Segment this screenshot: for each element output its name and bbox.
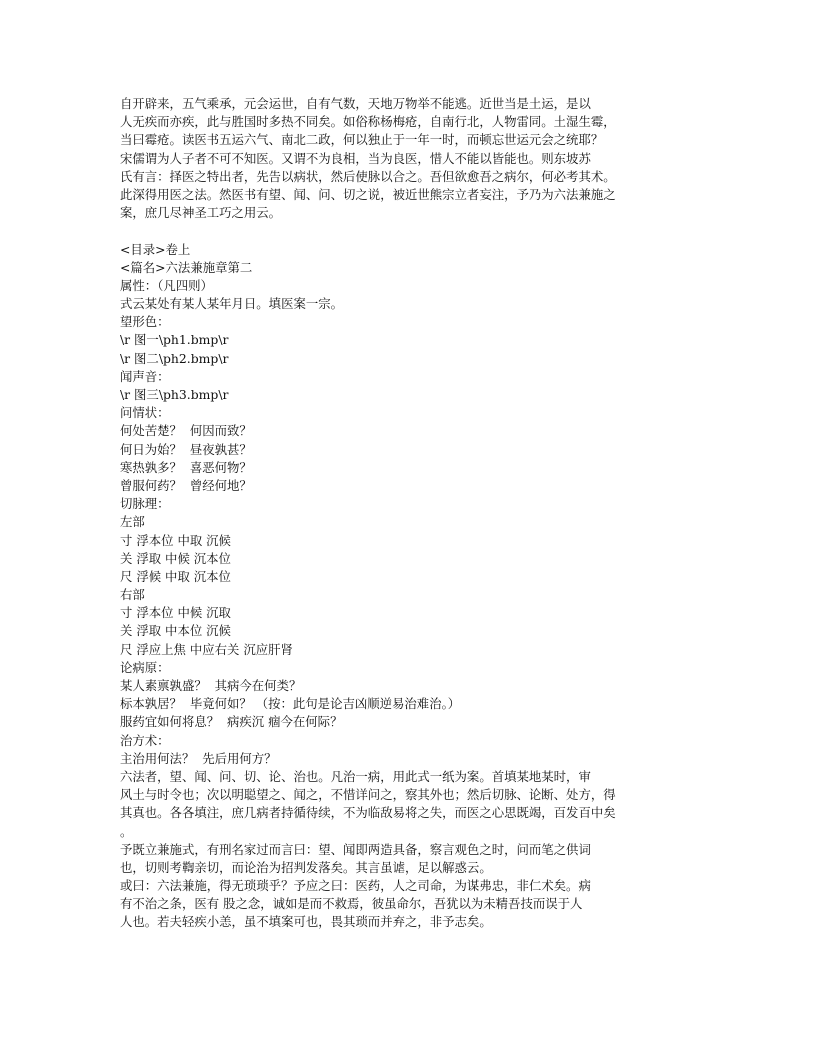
text-line: 关 浮取 中候 沉本位 (120, 550, 231, 566)
text-line: 寸 浮本位 中候 沉取 (120, 605, 231, 621)
text-line: 六法者，望、闻、问、切、论、治也。凡治一病，用此式一纸为案。首填某地某时，审 (120, 768, 591, 784)
section-heading: 问情状： (120, 405, 170, 421)
catalog-heading: <目录>卷上 (120, 241, 191, 257)
text-line: 式云某处有某人某年月日。填医案一宗。 (120, 296, 344, 312)
text-line: 人也。若夫轻疾小恙，虽不填案可也，畏其琐而并弃之，非予志矣。 (120, 914, 492, 930)
image-reference: \r 图二\ph2.bmp\r (120, 350, 229, 366)
text-line: 标本孰居？ 毕竟何如？ （按：此句是论吉凶顺逆易治难治。） (120, 696, 461, 712)
text-line: 寸 浮本位 中取 沉候 (120, 532, 231, 548)
image-reference: \r 图三\ph3.bmp\r (120, 387, 229, 402)
text-line: 也，切则考鞫亲切，而论治为招判发落矣。其言虽谑，足以解惑云。 (120, 859, 492, 875)
text-line: 氏有言：择医之特出者，先告以病状，然后使脉以合之。吾但欲愈吾之病尔，何必考其术。 (120, 168, 616, 184)
text-line: 何日为始？ 昼夜孰甚？ (120, 441, 252, 457)
section-heading: 论病原： (120, 659, 170, 675)
text-line: 此深得用医之法。然医书有望、闻、问、切之说，被近世熊宗立者妄注，予乃为六法兼施之 (120, 186, 616, 202)
text-line: 寒热孰多？ 喜恶何物？ (120, 459, 252, 475)
text-line: 当曰霉疮。读医书五运六气、南北二政，何以独止于一年一时，而顿忘世运元会之统耶？ (120, 132, 604, 148)
text-line: 案，庶几尽神圣工巧之用云。 (120, 205, 282, 221)
text-line: 何处苦楚？ 何因而致？ (120, 423, 252, 439)
document-page (120, 95, 690, 932)
text-line: 风土与时令也；次以明聪望之、闻之，不惜详问之，察其外也；然后切脉、论断、处方，得 (120, 787, 616, 803)
text-line: 自开辟来，五气乘承，元会运世，自有气数，天地万物举不能逃。近世当是土运，是以 (120, 96, 591, 111)
section-heading: 望形色： (120, 314, 170, 330)
blank-line (120, 222, 690, 240)
section-heading: 治方术： (120, 732, 170, 748)
image-reference: \r 图一\ph1.bmp\r (120, 332, 229, 348)
text-line: 。 (120, 823, 133, 839)
text-line: 右部 (120, 587, 145, 603)
text-line: 曾服何药？ 曾经何地？ (120, 477, 252, 493)
text-line: 其真也。各各填注，庶几病者持循待续，不为临敌易将之失，而医之心思既竭，百发百中矣 (120, 805, 616, 821)
text-line: 有不治之条，医有 股之念，诚如是而不救焉，彼虽命尔，吾犹以为未精吾技而误于人 (120, 896, 583, 912)
text-line: 予既立兼施式，有刑名家过而言曰：望、闻即两造具备，察言观色之时，问而笔之供词 (120, 841, 591, 857)
text-line: 属性：（凡四则） (120, 277, 213, 293)
text-line: 左部 (120, 514, 145, 530)
chapter-body (120, 241, 690, 932)
section-heading: 闻声音： (120, 368, 170, 384)
text-line: 尺 浮应上焦 中应右关 沉应肝肾 (120, 641, 293, 657)
text-line: 主治用何法？ 先后用何方？ (120, 750, 277, 766)
text-line: 宋儒谓为人子者不可不知医。又谓不为良相，当为良医，惜人不能以皆能也。则东坡苏 (120, 150, 591, 166)
chapter-title: <篇名>六法兼施章第二 (120, 259, 253, 275)
text-line: 关 浮取 中本位 沉候 (120, 623, 231, 639)
preface-paragraph (120, 95, 690, 222)
text-line: 尺 浮候 中取 沉本位 (120, 568, 231, 584)
text-line: 某人素禀孰盛？ 其病今在何类？ (120, 678, 302, 693)
text-line: 或曰：六法兼施，得无琐琐乎？予应之曰：医药，人之司命，为谋弗忠，非仁术矣。病 (120, 878, 591, 894)
text-line: 人无疾而亦疾，此与胜国时多热不同矣。如俗称杨梅疮，自南行北，人物雷同。土湿生霉， (120, 114, 616, 130)
section-heading: 切脉理： (120, 496, 170, 512)
text-line: 服药宜如何将息？ 病疾沉 痼今在何际？ (120, 714, 343, 730)
